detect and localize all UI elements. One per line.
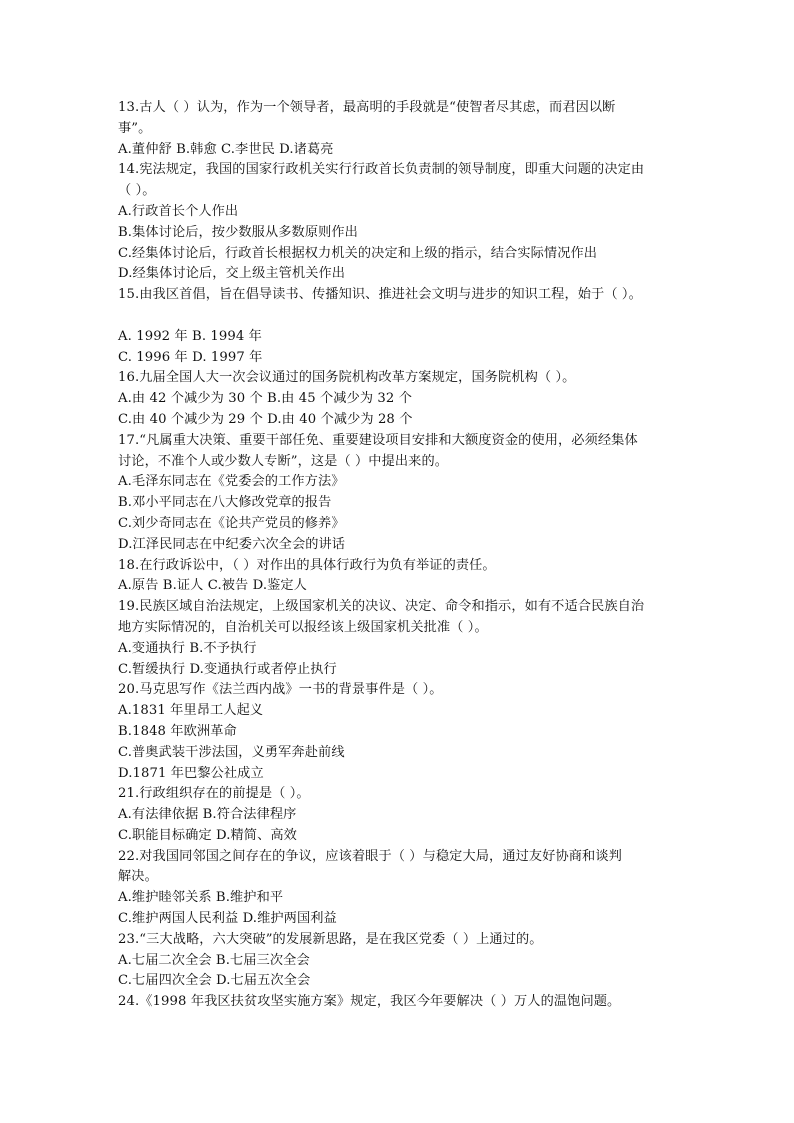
question-24-text: 24.《1998 年我区扶贫攻坚实施方案》规定，我区今年要解决（ ）万人的温饱问题。	[118, 994, 621, 1010]
question-18-options: A.原告 B.证人 C.被告 D.鉴定人	[118, 578, 307, 594]
question-23-options-ab: A.七届二次全会 B.七届三次全会	[118, 952, 310, 968]
question-13-text-line-2: 事”。	[118, 120, 152, 136]
question-14-option-a: A.行政首长个人作出	[118, 203, 239, 219]
document-page	[118, 98, 678, 1013]
question-22-text-line-1: 22.对我国同邻国之间存在的争议，应该着眼于（ ）与稳定大局，通过友好协商和谈判	[118, 848, 622, 864]
question-15-options-ab: A. 1992 年 B. 1994 年	[118, 328, 262, 344]
question-23-options-cd: C.七届四次全会 D.七届五次全会	[118, 973, 311, 989]
question-15-options-cd: C. 1996 年 D. 1997 年	[118, 349, 263, 365]
blank-line	[118, 306, 678, 327]
question-23-text: 23.“三大战略，六大突破”的发展新思路，是在我区党委（ ）上通过的。	[118, 931, 543, 947]
question-21-options-ab: A.有法律依据 B.符合法律程序	[118, 807, 297, 823]
question-17-text-line-2: 讨论，不准个人或少数人专断”，这是（ ）中提出来的。	[118, 453, 449, 469]
question-20-option-c: C.普奥武装干涉法国，义勇军奔赴前线	[118, 744, 345, 760]
question-19-options-ab: A.变通执行 B.不予执行	[118, 640, 257, 656]
question-13-text-line-1: 13.古人（ ）认为，作为一个领导者，最高明的手段就是“使智者尽其虑，而君因以断	[118, 100, 616, 115]
question-17-option-b: B.邓小平同志在八大修改党章的报告	[118, 495, 332, 511]
question-19-text-line-1: 19.民族区域自治法规定，上级国家机关的决议、决定、命令和指示，如有不适合民族自治	[118, 599, 645, 615]
question-19-options-cd: C.暂缓执行 D.变通执行或者停止执行	[118, 661, 337, 677]
question-17-option-c: C.刘少奇同志在《论共产党员的修养》	[118, 515, 345, 531]
question-20-option-a: A.1831 年里昂工人起义	[118, 703, 264, 719]
question-21-options-cd: C.职能目标确定 D.精简、高效	[118, 827, 297, 843]
question-15-text: 15.由我区首倡，旨在倡导读书、传播知识、推进社会文明与进步的知识工程，始于（ ）。	[118, 287, 642, 303]
question-17-option-a: A.毛泽东同志在《党委会的工作方法》	[118, 474, 345, 490]
question-22-options-ab: A.维护睦邻关系 B.维护和平	[118, 890, 284, 906]
question-22-options-cd: C.维护两国人民利益 D.维护两国利益	[118, 911, 337, 927]
question-20-option-d: D.1871 年巴黎公社成立	[118, 765, 264, 781]
question-22-text-line-2: 解决。	[118, 869, 158, 885]
question-21-text: 21.行政组织存在的前提是（ ）。	[118, 786, 310, 802]
question-16-options-ab: A.由 42 个减少为 30 个 B.由 45 个减少为 32 个	[118, 391, 412, 407]
question-18-text: 18.在行政诉讼中，（ ）对作出的具体行政行为负有举证的责任。	[118, 557, 496, 573]
question-20-text: 20.马克思写作《法兰西内战》一书的背景事件是（ ）。	[118, 682, 443, 698]
question-14-option-d: D.经集体讨论后，交上级主管机关作出	[118, 266, 346, 282]
question-13-options: A.董仲舒 B.韩愈 C.李世民 D.诸葛亮	[118, 141, 334, 157]
question-20-option-b: B.1848 年欧洲革命	[118, 723, 237, 739]
question-14-option-b: B.集体讨论后，按少数服从多数原则作出	[118, 224, 358, 240]
question-17-text-line-1: 17.“凡属重大决策、重要干部任免、重要建设项目安排和大额度资金的使用，必须经集体	[118, 432, 638, 448]
question-14-text-line-1: 14.宪法规定，我国的国家行政机关实行行政首长负责制的领导制度，即重大问题的决定由	[118, 162, 645, 178]
question-17-option-d: D.江泽民同志在中纪委六次全会的讲话	[118, 536, 346, 552]
question-14-text-line-2: （ ）。	[118, 183, 156, 199]
question-16-text: 16.九届全国人大一次会议通过的国务院机构改革方案规定，国务院机构（ ）。	[118, 370, 576, 386]
question-16-options-cd: C.由 40 个减少为 29 个 D.由 40 个减少为 28 个	[118, 411, 413, 427]
question-14-option-c: C.经集体讨论后，行政首长根据权力机关的决定和上级的指示，结合实际情况作出	[118, 245, 598, 261]
question-19-text-line-2: 地方实际情况的，自治机关可以报经该上级国家机关批准（ ）。	[118, 619, 488, 635]
